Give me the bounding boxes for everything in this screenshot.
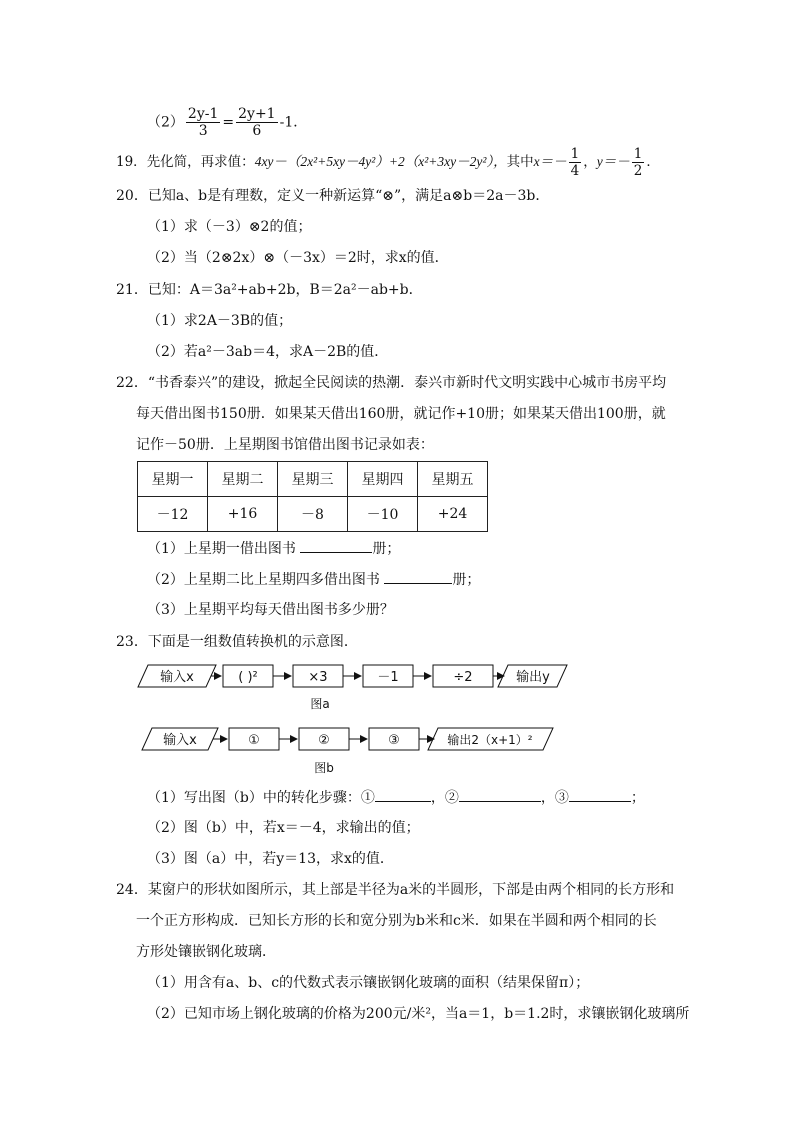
y-fraction: $\frac{1}{2}$	[633, 146, 643, 179]
table-cell: －8	[278, 497, 348, 532]
table-header-cell: 星期二	[208, 462, 278, 497]
fig-b-output-text: 输出2（x+1）²	[447, 733, 533, 747]
q23-part1: （1）写出图（b）中的转化步骤：① ，② ，③ ；	[147, 787, 645, 808]
q22-part2: （2）上星期二比上星期四多借出图书 册；	[147, 569, 480, 590]
q21-part2: （2）若a²－3ab＝4，求A－2B的值．	[147, 344, 389, 360]
table-cell: +24	[418, 497, 488, 532]
table-header-cell: 星期一	[138, 462, 208, 497]
question-19: 19．先化简，再求值：4xy－（2x²+5xy－4y²）+2（x²+3xy－2y²），其中x＝－ $\frac{1}{4}$ ，y＝－ $\frac{1}{2}$ ．	[116, 146, 660, 179]
q18-part2: （2） $\frac{2y-1}{3}$ = $\frac{2y+1}{6}$ -1．	[147, 106, 308, 139]
fig-b-step-2: ②	[318, 733, 330, 748]
table-header-cell: 星期五	[418, 462, 488, 497]
table-header-cell: 星期三	[278, 462, 348, 497]
x-fraction: $\frac{1}{4}$	[570, 146, 580, 179]
q24-part1: （1）用含有a、b、c的代数式表示镶嵌钢化玻璃的面积（结果保留π）；	[147, 975, 590, 991]
fig-a-step-3: －1	[377, 670, 399, 685]
table-header-cell: 星期四	[348, 462, 418, 497]
question-21: 21．已知：A＝3a²+ab+2b，B＝2a²－ab+b．	[116, 282, 423, 298]
q20-part2: （2）当（2⊗2x）⊗（－3x）＝2时，求x的值．	[147, 250, 449, 266]
answer-blank-3[interactable]	[569, 787, 631, 802]
fig-b-input-text: 输入x	[163, 733, 197, 748]
fig-a-caption: 图a	[310, 697, 330, 711]
fraction-1: $\frac{2y-1}{3}$	[187, 106, 219, 139]
q21-part1: （1）求2A－3B的值；	[147, 313, 293, 329]
fig-b-step-1: ①	[248, 733, 260, 748]
q23-part3: （3）图（a）中，若y＝13，求x的值．	[147, 851, 394, 867]
answer-blank-1[interactable]	[375, 787, 431, 802]
question-23: 23．下面是一组数值转换机的示意图．	[116, 634, 358, 650]
q24-line3: 方形处镶嵌钢化玻璃．	[136, 944, 276, 960]
q24-part2: （2）已知市场上钢化玻璃的价格为200元/米²，当a＝1，b＝1.2时，求镶嵌钢化玻璃所	[147, 1006, 690, 1022]
table-cell: －10	[348, 497, 418, 532]
question-22: 22．“书香泰兴”的建设，掀起全民阅读的热潮．泰兴市新时代文明实践中心城市书房平均	[116, 375, 667, 391]
q22-part3: （3）上星期平均每天借出图书多少册？	[147, 602, 394, 618]
fig-b-step-3: ③	[388, 733, 400, 748]
table-cell: －12	[138, 497, 208, 532]
fig-a-output-text: 输出y	[516, 670, 550, 685]
fraction-2: $\frac{2y+1}{6}$	[238, 106, 276, 139]
q24-line2: 一个正方形构成．已知长方形的长和宽分别为b米和c米．如果在半圆和两个相同的长	[136, 913, 657, 929]
fig-a-input-text: 输入x	[160, 670, 194, 685]
figure-a	[138, 665, 567, 687]
q23-part2: （2）图（b）中，若x＝－4，求输出的值；	[147, 820, 420, 836]
fig-b-caption: 图b	[314, 761, 334, 775]
fig-a-step-4: ÷2	[453, 670, 473, 685]
question-24: 24．某窗户的形状如图所示，其上部是半径为a米的半圆形，下部是由两个相同的长方形和	[116, 882, 675, 898]
table-cell: +16	[208, 497, 278, 532]
fig-a-step-1: ( )²	[238, 670, 258, 685]
q22-line2: 每天借出图书150册．如果某天借出160册，就记作+10册；如果某天借出100册，就	[136, 406, 666, 422]
q22-part1: （1）上星期一借出图书 册；	[147, 538, 400, 559]
question-20: 20．已知a、b是有理数，定义一种新运算“⊗”，满足a⊗b＝2a－3b．	[116, 188, 550, 204]
answer-blank-2[interactable]	[459, 787, 541, 802]
q20-part1: （1）求（－3）⊗2的值；	[147, 219, 312, 235]
fig-a-step-2: ×3	[308, 670, 328, 685]
q22-line3: 记作－50册．上星期图书馆借出图书记录如表：	[136, 437, 434, 453]
